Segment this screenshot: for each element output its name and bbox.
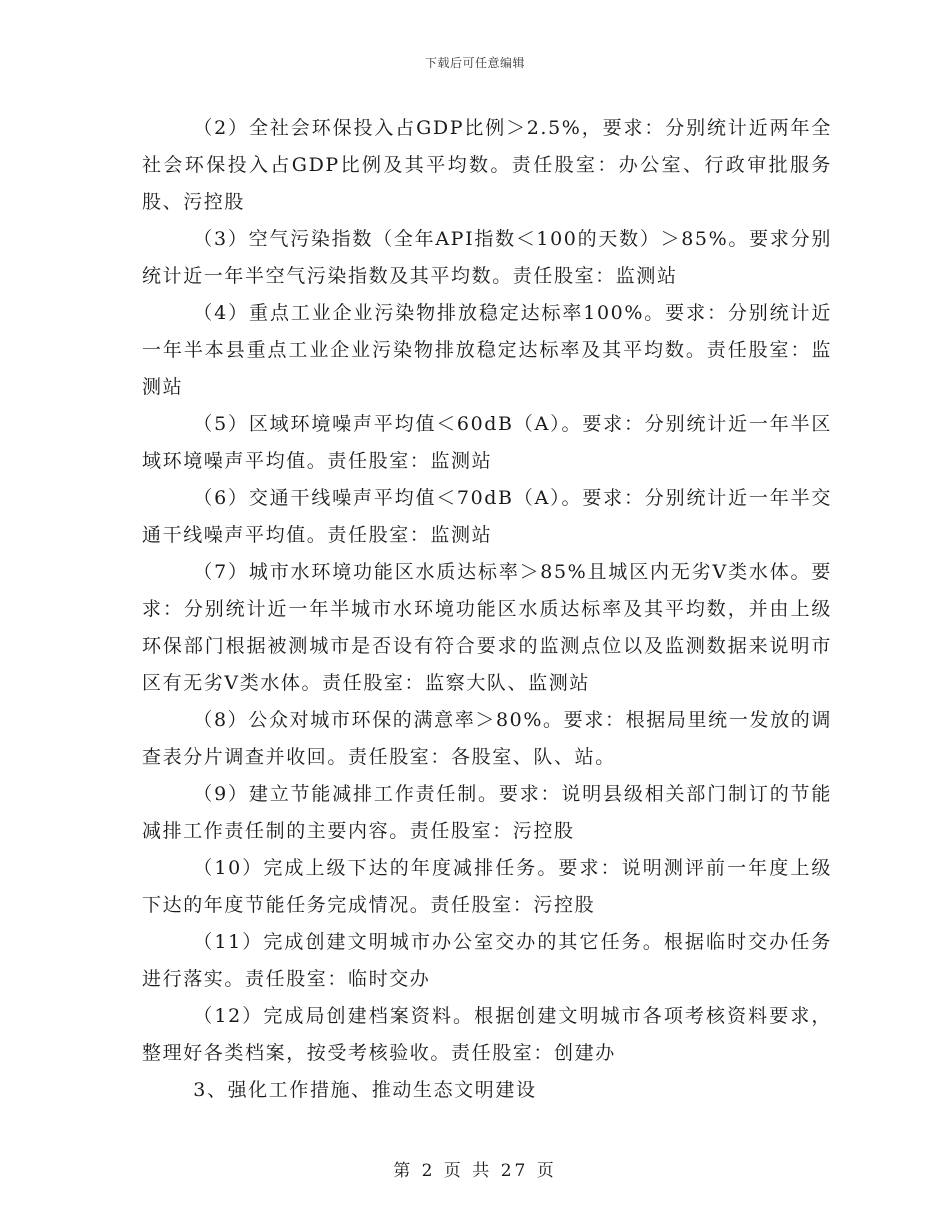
paragraph-item-8: （8）公众对城市环保的满意率＞80%。要求：根据局里统一发放的调查表分片调查并收回。责任股室：各股室、队、站。 bbox=[142, 709, 832, 768]
paragraph-item-2: （2）全社会环保投入占GDP比例＞2.5%，要求：分别统计近两年全社会环保投入占GDP比例及其平均数。责任股室：办公室、行政审批服务股、污控股 bbox=[142, 117, 832, 213]
paragraph-item-11: （11）完成创建文明城市办公室交办的其它任务。根据临时交办任务进行落实。责任股室：临时交办 bbox=[142, 931, 832, 990]
page-number-footer: 第 2 页 共 27 页 bbox=[393, 1161, 557, 1181]
section-heading: 3、强化工作措施、推动生态文明建设 bbox=[193, 1079, 537, 1101]
paragraph-item-5: （5）区域环境噪声平均值＜60dB（A）。要求：分别统计近一年半区域环境噪声平均值。责任股室：监测站 bbox=[142, 413, 832, 472]
page-header-note: 下载后可任意编辑 bbox=[424, 56, 525, 70]
paragraph-item-6: （6）交通干线噪声平均值＜70dB（A）。要求：分别统计近一年半交通干线噪声平均值。责任股室：监测站 bbox=[142, 487, 832, 546]
paragraph-item-12: （12）完成局创建档案资料。根据创建文明城市各项考核资料要求，整理好各类档案，按受考核验收。责任股室：创建办 bbox=[142, 1005, 832, 1064]
paragraph-item-9: （9）建立节能减排工作责任制。要求：说明县级相关部门制订的节能减排工作责任制的主要内容。责任股室：污控股 bbox=[142, 783, 832, 842]
paragraph-item-10: （10）完成上级下达的年度减排任务。要求：说明测评前一年度上级下达的年度节能任务完成情况。责任股室：污控股 bbox=[142, 857, 832, 916]
paragraph-item-4: （4）重点工业企业污染物排放稳定达标率100%。要求：分别统计近一年半本县重点工业企业污染物排放稳定达标率及其平均数。责任股室：监测站 bbox=[142, 302, 832, 398]
document-body bbox=[142, 110, 832, 1109]
paragraph-item-3: （3）空气污染指数（全年API指数＜100的天数）＞85%。要求分别统计近一年半空气污染指数及其平均数。责任股室：监测站 bbox=[142, 228, 832, 287]
paragraph-item-7: （7）城市水环境功能区水质达标率＞85%且城区内无劣Ⅴ类水体。要求：分别统计近一年半城市水环境功能区水质达标率及其平均数，并由上级环保部门根据被测城市是否设有符合要求的监测点位以及监测数据来说明市区有无劣Ⅴ类水体。责任股室：监察大队、监测站 bbox=[142, 561, 832, 694]
